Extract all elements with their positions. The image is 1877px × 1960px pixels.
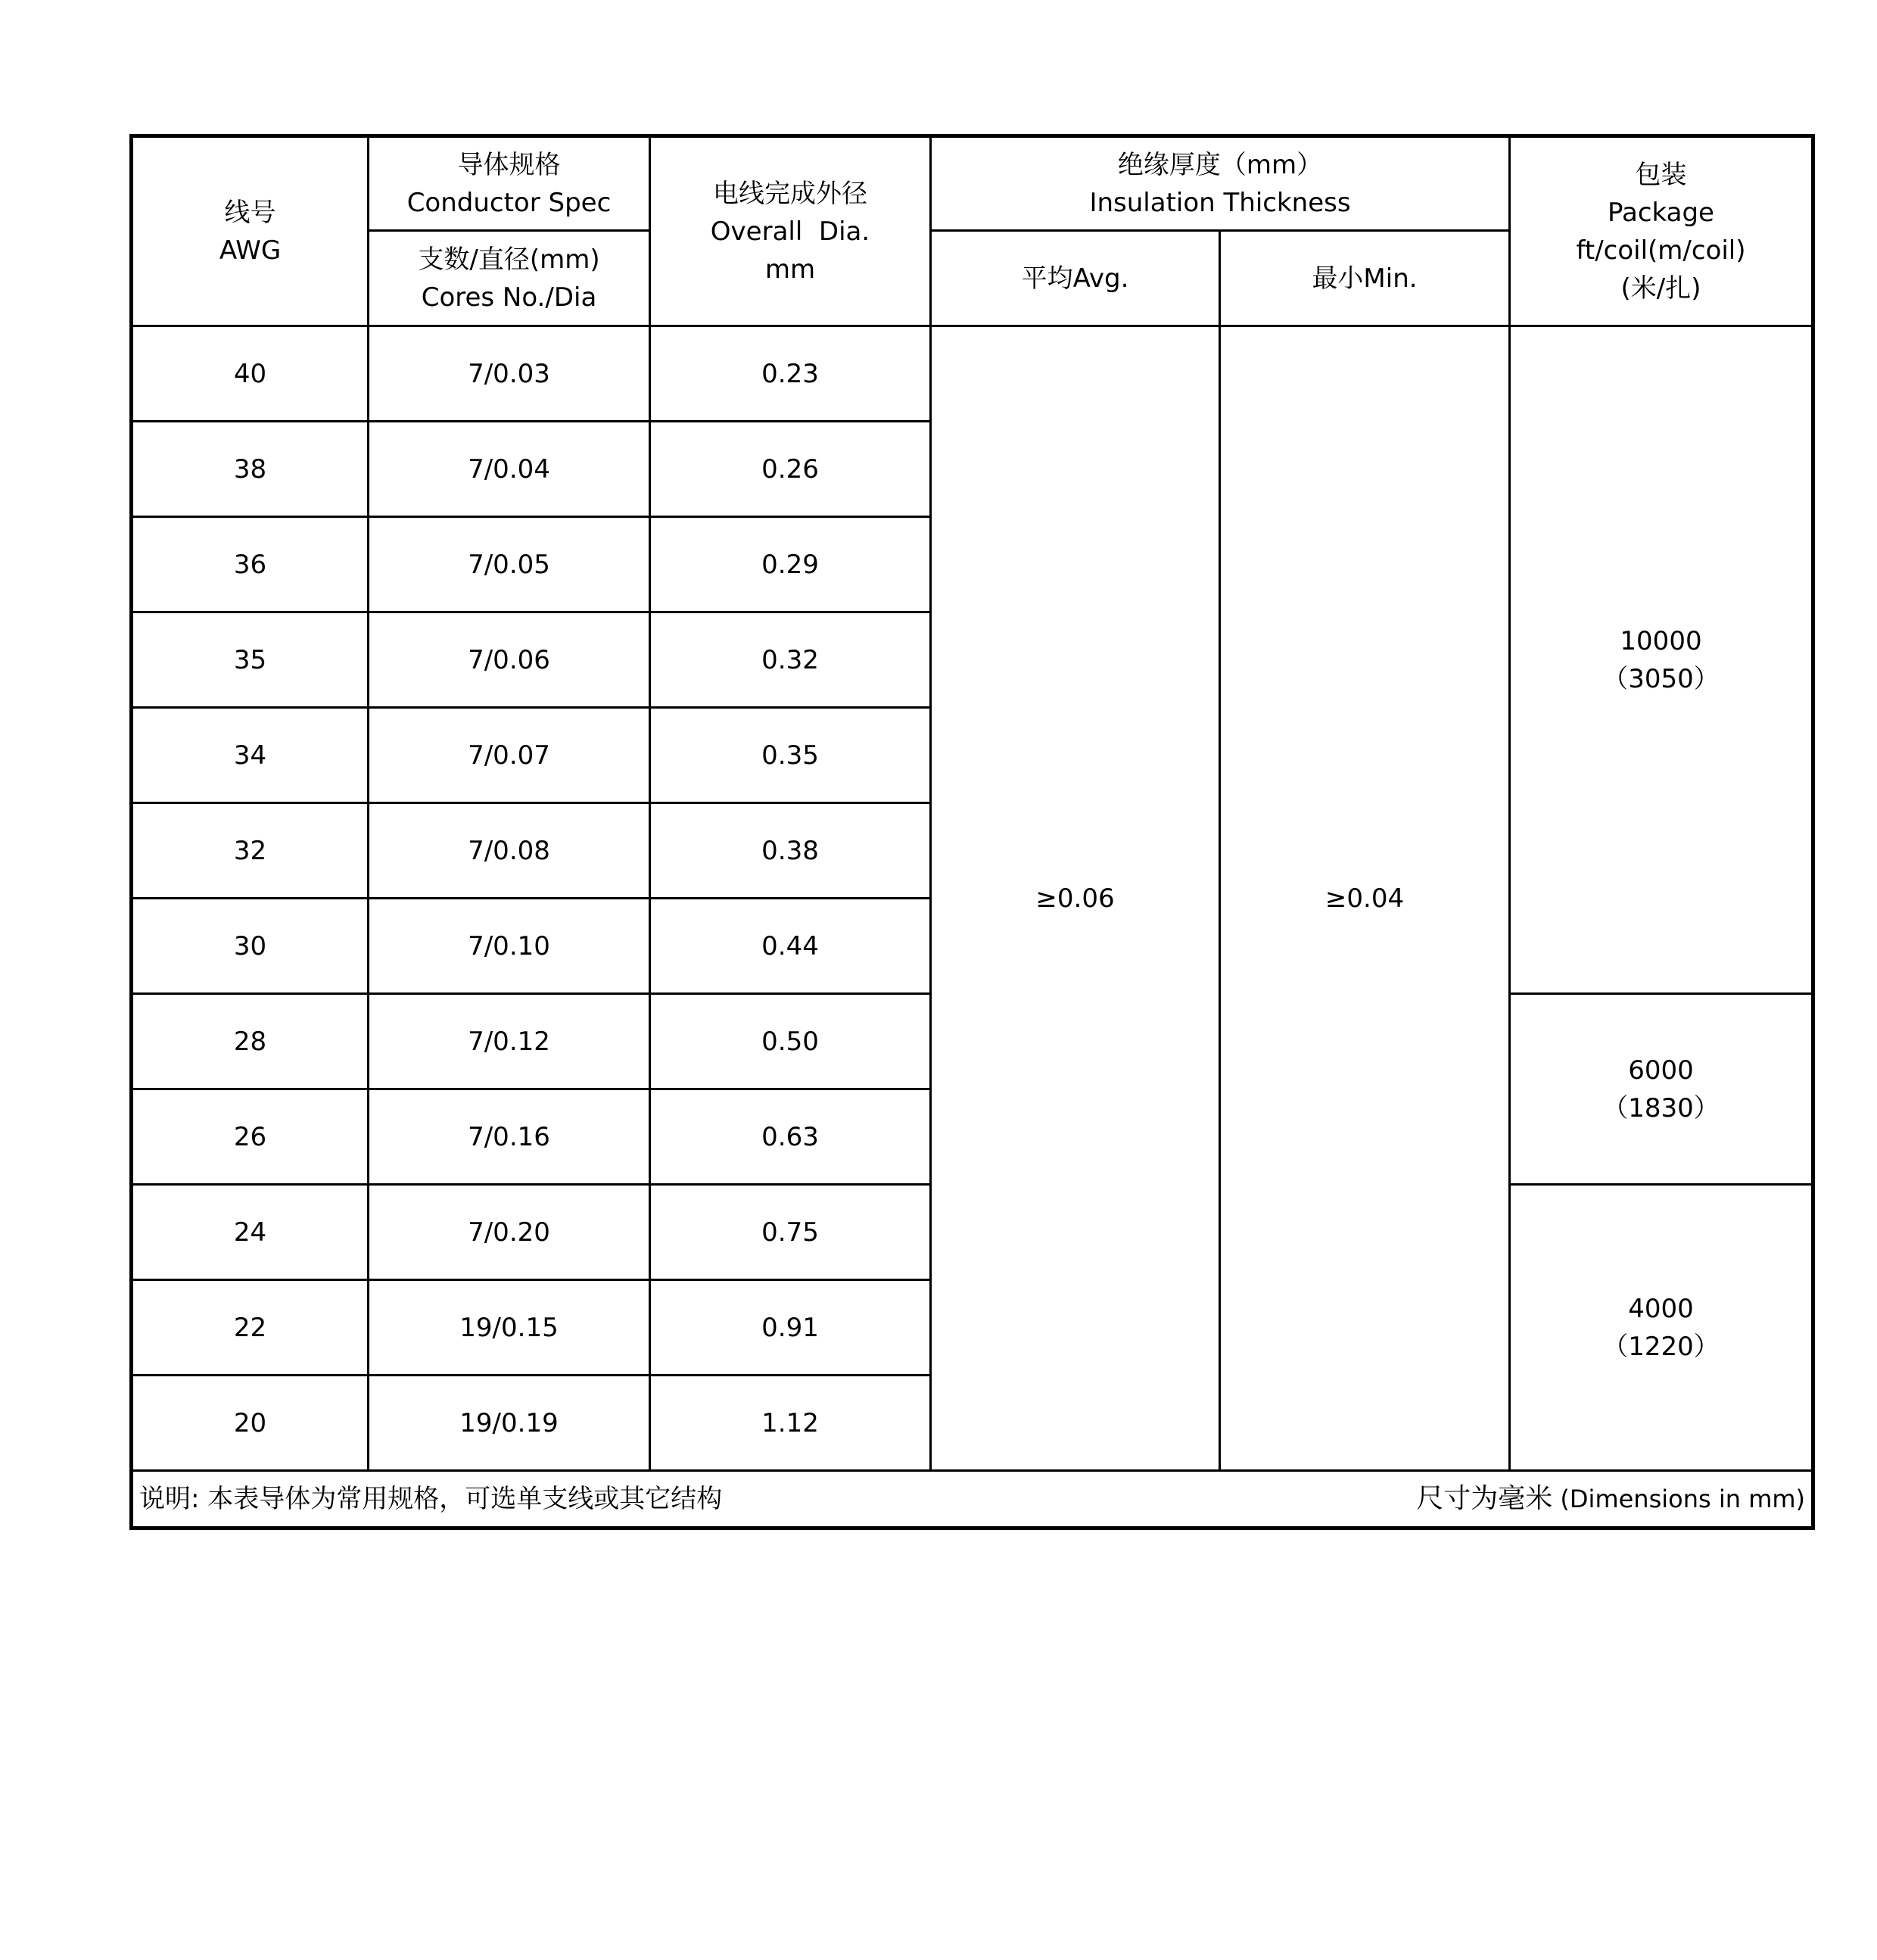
header-row-1 (132, 136, 1813, 231)
package-1-ft: 10000 (1620, 625, 1702, 656)
header-cores-en: Cores No./Dia (421, 282, 597, 313)
header-awg-en: AWG (219, 235, 282, 266)
header-overall-en: Overall Dia. (710, 216, 870, 247)
cell-dia: 0.50 (650, 994, 931, 1089)
cell-package-2 (1510, 994, 1813, 1185)
header-package-zh: 包装 (1635, 159, 1687, 190)
cell-cores: 7/0.12 (369, 994, 650, 1089)
header-overall-dia (650, 136, 931, 326)
header-min: 最小Min. (1220, 231, 1510, 326)
cell-dia: 0.38 (650, 803, 931, 899)
cell-insulation-avg: ≥0.06 (931, 326, 1220, 1471)
cell-dia: 0.32 (650, 612, 931, 708)
footer-dims-en: (Dimensions in mm) (1552, 1485, 1806, 1513)
cell-cores: 7/0.08 (369, 803, 650, 899)
package-2-ft: 6000 (1628, 1055, 1694, 1086)
package-3-ft: 4000 (1628, 1293, 1694, 1324)
cell-dia: 0.44 (650, 899, 931, 994)
header-package (1510, 136, 1813, 326)
cell-awg: 34 (132, 708, 369, 803)
cell-cores: 7/0.10 (369, 899, 650, 994)
cell-dia: 0.26 (650, 422, 931, 517)
cell-cores: 7/0.06 (369, 612, 650, 708)
cell-package-1 (1510, 326, 1813, 994)
header-awg-zh: 线号 (224, 197, 276, 228)
cell-cores: 7/0.20 (369, 1185, 650, 1280)
header-overall-zh: 电线完成外径 (713, 178, 867, 209)
footer-row (132, 1471, 1813, 1528)
footer-cell (132, 1471, 1813, 1528)
header-awg (132, 136, 369, 326)
cell-awg: 30 (132, 899, 369, 994)
wire-spec-table (129, 134, 1815, 1530)
header-package-unit-zh: (米/扎) (1620, 273, 1701, 304)
table-row (132, 326, 1813, 422)
cell-dia: 0.23 (650, 326, 931, 422)
cell-cores: 7/0.05 (369, 517, 650, 612)
footer-dimensions (1416, 1480, 1805, 1518)
cell-dia: 0.91 (650, 1280, 931, 1376)
cell-awg: 28 (132, 994, 369, 1089)
header-insulation-en: Insulation Thickness (1089, 187, 1351, 218)
footer-dims-zh: 尺寸为毫米 (1416, 1483, 1553, 1514)
header-package-en: Package (1608, 197, 1714, 228)
cell-cores: 7/0.16 (369, 1089, 650, 1185)
cell-package-3 (1510, 1185, 1813, 1471)
package-2-m: （1830） (1602, 1092, 1720, 1123)
header-conductor-zh: 导体规格 (457, 149, 561, 180)
cell-dia: 0.75 (650, 1185, 931, 1280)
header-insulation (931, 136, 1510, 231)
footer-note: 说明: 本表导体为常用规格，可选单支线或其它结构 (139, 1484, 723, 1514)
cell-dia: 0.35 (650, 708, 931, 803)
cell-dia: 0.29 (650, 517, 931, 612)
cell-dia: 0.63 (650, 1089, 931, 1185)
cell-awg: 22 (132, 1280, 369, 1376)
header-avg: 平均Avg. (931, 231, 1220, 326)
package-3-m: （1220） (1602, 1331, 1720, 1362)
footer-content (139, 1480, 1805, 1518)
cell-awg: 40 (132, 326, 369, 422)
cell-cores: 19/0.15 (369, 1280, 650, 1376)
header-cores (369, 231, 650, 326)
package-1-m: （3050） (1602, 663, 1720, 694)
header-insulation-zh: 绝缘厚度（mm） (1117, 149, 1323, 180)
header-conductor (369, 136, 650, 231)
cell-awg: 26 (132, 1089, 369, 1185)
cell-insulation-min: ≥0.04 (1220, 326, 1510, 1471)
cell-awg: 24 (132, 1185, 369, 1280)
cell-cores: 7/0.07 (369, 708, 650, 803)
cell-awg: 20 (132, 1376, 369, 1471)
header-conductor-en: Conductor Spec (406, 187, 612, 218)
header-overall-unit: mm (764, 254, 816, 285)
cell-awg: 38 (132, 422, 369, 517)
header-cores-zh: 支数/直径(mm) (418, 244, 600, 275)
cell-cores: 19/0.19 (369, 1376, 650, 1471)
cell-awg: 36 (132, 517, 369, 612)
cell-dia: 1.12 (650, 1376, 931, 1471)
cell-cores: 7/0.04 (369, 422, 650, 517)
header-package-unit: ft/coil(m/coil) (1576, 235, 1746, 266)
cell-awg: 35 (132, 612, 369, 708)
cell-cores: 7/0.03 (369, 326, 650, 422)
cell-awg: 32 (132, 803, 369, 899)
